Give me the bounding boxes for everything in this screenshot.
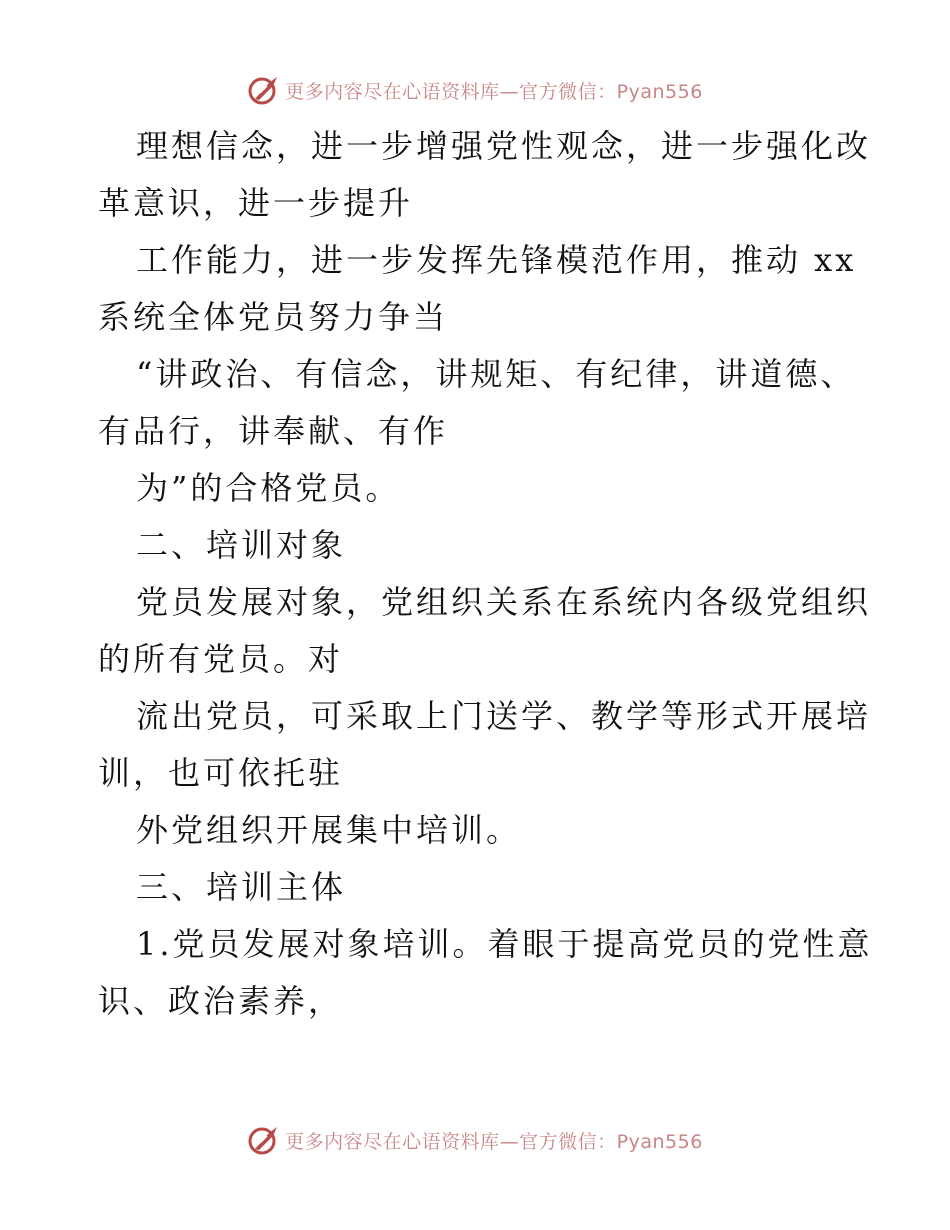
text-line: 流出党员，可采取上门送学、教学等形式开展培: [136, 697, 872, 735]
document-body: [98, 118, 873, 1030]
header-banner-text: 更多内容尽在心语资料库—官方微信：Pyan556: [285, 80, 703, 103]
text-line: 的所有党员。对: [98, 640, 344, 678]
text-line: 工作能力，进一步发挥先锋模范作用，推动 xx: [136, 241, 857, 279]
text-line: “讲政治、有信念，讲规矩、有纪律，讲道德、: [136, 355, 856, 393]
quill-logo-icon: [247, 1123, 281, 1157]
text-line: 识、政治素养，: [98, 982, 344, 1020]
header-watermark-banner: [0, 70, 950, 110]
text-line: 理想信念，进一步增强党性观念，进一步强化改: [136, 127, 872, 165]
footer-banner-text: 更多内容尽在心语资料库—官方微信：Pyan556: [285, 1130, 703, 1153]
text-line: 有品行，讲奉献、有作: [98, 412, 449, 450]
text-line: 为”的合格党员。: [136, 469, 401, 507]
text-line: 革意识，进一步提升: [98, 184, 414, 222]
text-line: 外党组织开展集中培训。: [136, 811, 522, 849]
text-line: 训，也可依托驻: [98, 754, 344, 792]
section-heading: 三、培训主体: [136, 868, 347, 906]
text-line: 党员发展对象，党组织关系在系统内各级党组织: [136, 583, 872, 621]
section-heading: 二、培训对象: [136, 526, 347, 564]
quill-logo-icon: [247, 73, 281, 107]
text-line: 系统全体党员努力争当: [98, 298, 449, 336]
footer-watermark-banner: [0, 1120, 950, 1160]
text-line: 1.党员发展对象培训。着眼于提高党员的党性意: [136, 925, 873, 963]
